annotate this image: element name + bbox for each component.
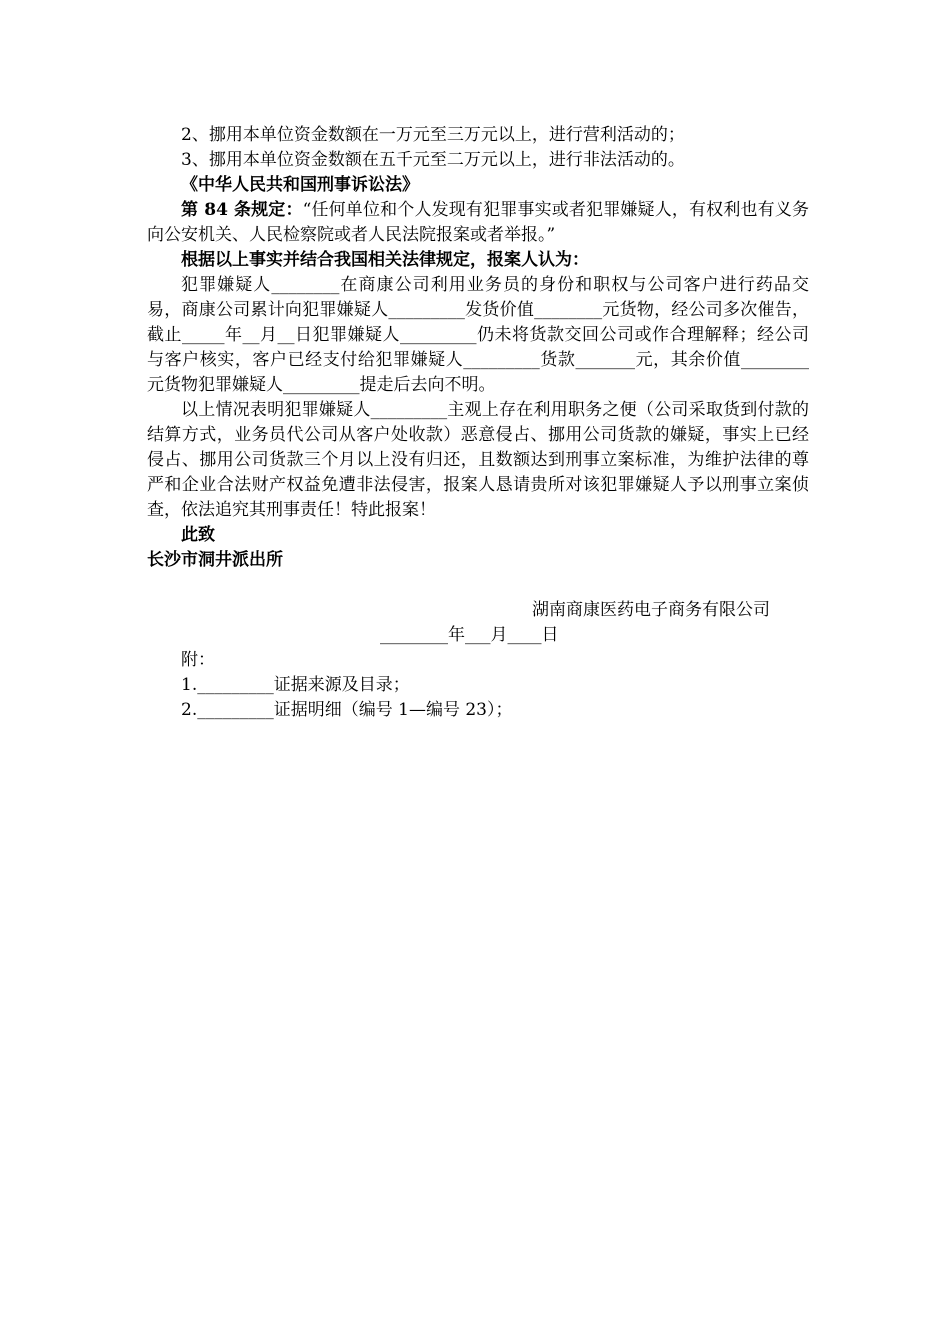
closing-recipient: 长沙市洞井派出所 xyxy=(147,550,283,570)
facts-paragraph: 犯罪嫌疑人________在商康公司利用业务员的身份和职权与公司客户进行药品交易，商康公司累计向犯罪嫌疑人_________发货价值________元货物，经公司多次催告，截止_____年__月__日犯罪嫌疑人_________仍未将货款交回公司或作合理解释；经公司与客户核实，客户已经支付给犯罪嫌疑人_________货款_______元，其余价值________元货物犯罪嫌疑人_________提走后去向不明。 xyxy=(147,275,809,395)
document-body xyxy=(147,123,809,573)
signature-date: ________年___月____日 xyxy=(380,625,559,645)
attachment-item-1: 1._________证据来源及目录； xyxy=(181,675,410,695)
attachment-item-2: 2._________证据明细（编号 1—编号 23）； xyxy=(181,700,513,720)
conclusion-heading: 根据以上事实并结合我国相关法律规定，报案人认为： xyxy=(181,250,589,270)
law-title: 《中华人民共和国刑事诉讼法》 xyxy=(181,175,419,195)
attachments xyxy=(181,648,512,723)
attachments-label: 附： xyxy=(181,650,215,670)
list-item-3: 3、挪用本单位资金数额在五千元至二万元以上，进行非法活动的。 xyxy=(181,150,685,170)
law-article-label: 第 84 条规定： xyxy=(181,200,303,220)
law-article-text: “任何单位和个人发现有犯罪事实或者犯罪嫌疑人，有权利也有义务向公安机关、人民检察院或者人民法院报案或者举报。” xyxy=(147,200,809,245)
list-item-2: 2、挪用本单位资金数额在一万元至三万元以上，进行营利活动的； xyxy=(181,125,685,145)
request-paragraph: 以上情况表明犯罪嫌疑人_________主观上存在利用职务之便（公司采取货到付款的结算方式，业务员代公司从客户处收款）恶意侵占、挪用公司货款的嫌疑，事实上已经侵占、挪用公司货款三个月以上没有归还，且数额达到刑事立案标准，为维护法律的尊严和企业合法财产权益免遭非法侵害，报案人恳请贵所对该犯罪嫌疑人予以刑事立案侦查，依法追究其刑事责任！特此报案！ xyxy=(147,400,809,520)
closing-salutation: 此致 xyxy=(181,525,215,545)
signature-company: 湖南商康医药电子商务有限公司 xyxy=(532,600,770,620)
law-article xyxy=(147,198,809,248)
